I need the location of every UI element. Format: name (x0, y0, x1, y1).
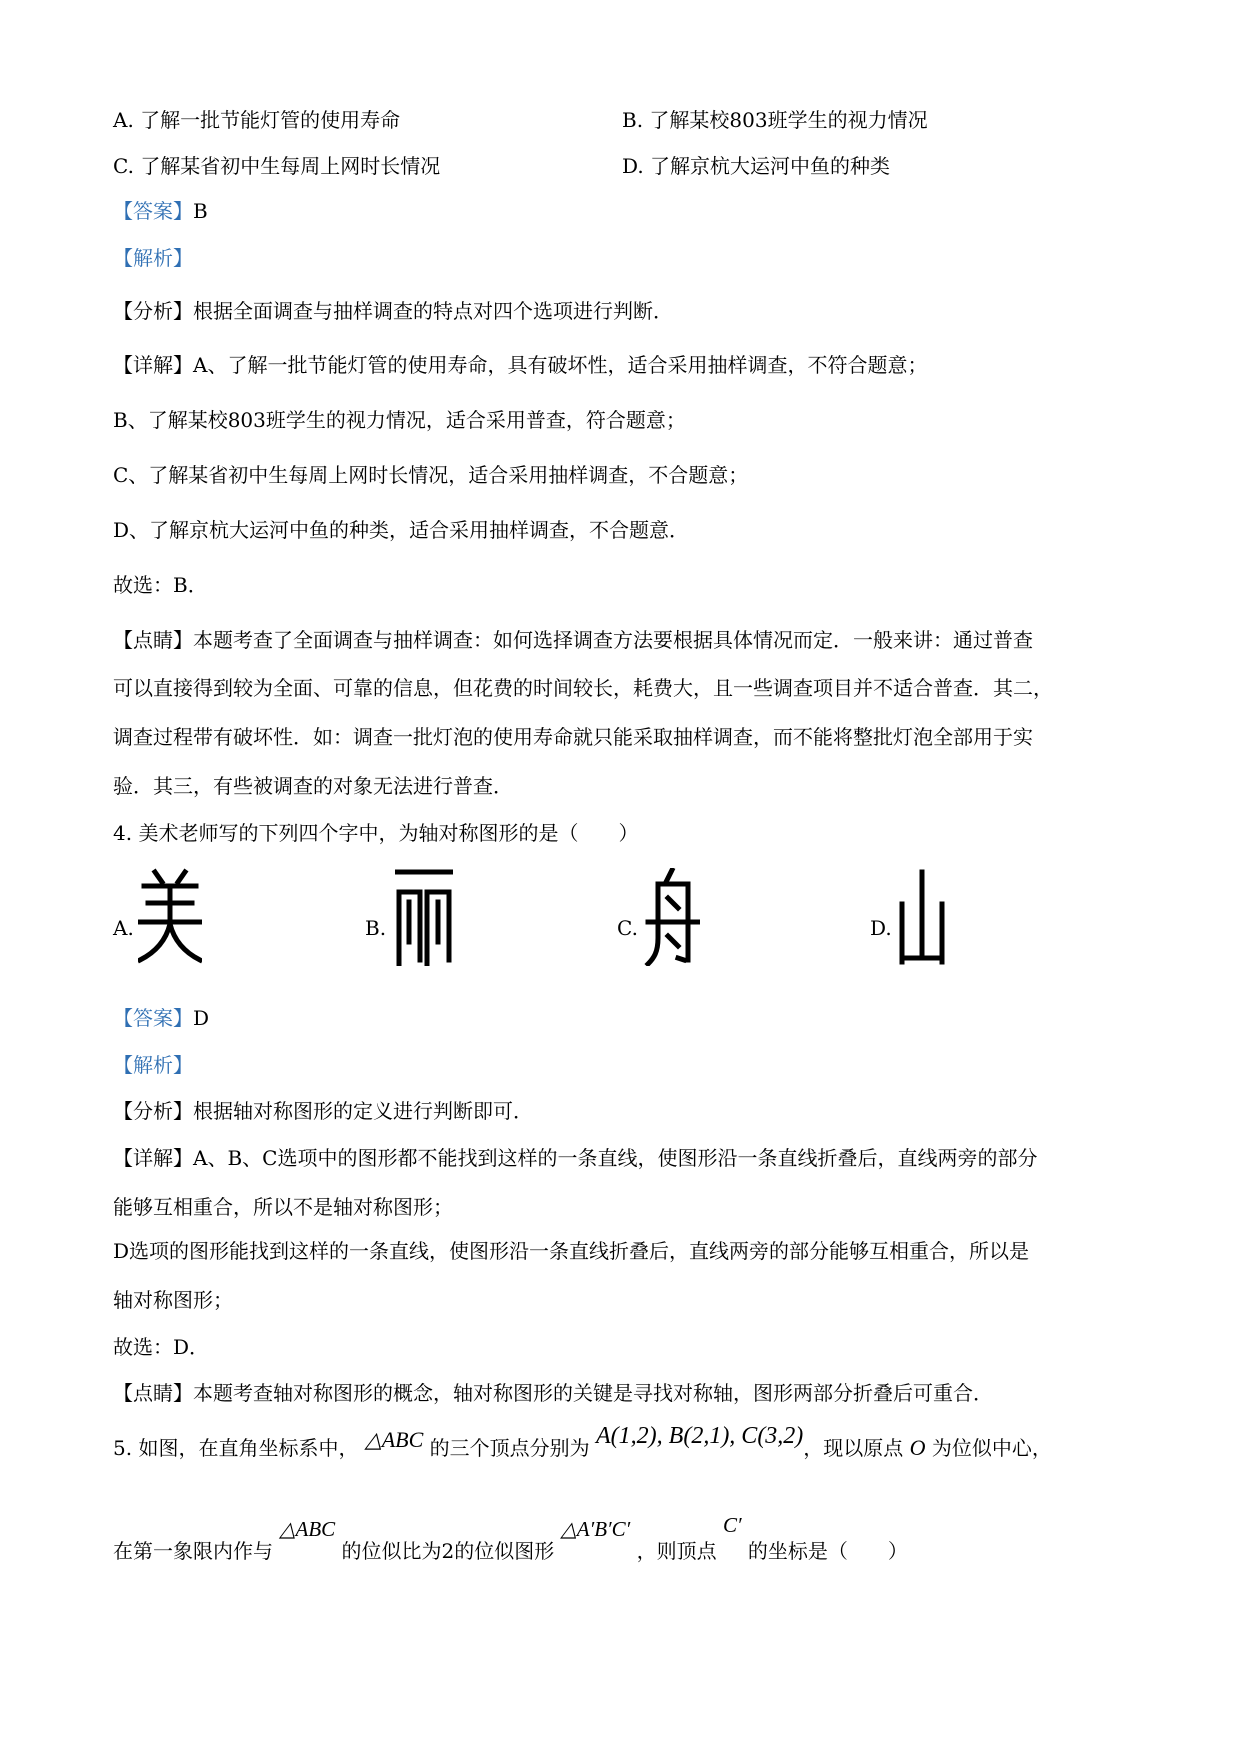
q5-text: 在第一象限内作与 (113, 1539, 273, 1563)
q4-glyph-zhou (644, 868, 700, 966)
option-text: 了解一批节能灯管的使用寿命 (140, 108, 401, 132)
q5-line-1 (113, 1423, 1052, 1460)
dianjing-tag: 【点睛】 (113, 628, 193, 652)
xiangjie-text: A、B、C选项中的图形都不能找到这样的一条直线，使图形沿一条直线折叠后，直线两旁的部分 (193, 1146, 1038, 1170)
answer-tag: 【答案】 (113, 1006, 193, 1030)
q3-option-c (113, 156, 440, 176)
triangle-a-prime-b-prime-c-prime: △A′B′C′ (560, 1517, 631, 1541)
q3-xiangjie-line-2: B、了解某校803班学生的视力情况，适合采用普查，符合题意； (113, 408, 686, 432)
fenxi-tag: 【分析】 (113, 299, 193, 323)
q4-glyph-li (395, 868, 453, 966)
answer-tag: 【答案】 (113, 199, 193, 223)
q4-option-b-label: B. (365, 916, 387, 940)
dianjing-text: 本题考查了全面调查与抽样调查：如何选择调查方法要根据具体情况而定．一般来讲：通过普查 (193, 628, 1033, 652)
xiangjie-tag: 【详解】 (113, 353, 193, 377)
vertex-c-prime: C′ (722, 1513, 742, 1537)
fenxi-text: 根据轴对称图形的定义进行判断即可． (193, 1099, 533, 1123)
q5-text: ，现以原点 (803, 1436, 904, 1460)
option-label: B. (622, 108, 644, 132)
q4-dianjing (113, 1383, 993, 1403)
q3-dianjing-line-3: 调查过程带有破坏性．如：调查一批灯泡的使用寿命就只能采取抽样调查，而不能将整批灯泡全部用于实 (113, 725, 1033, 749)
q3-fenxi (113, 301, 673, 321)
vertex-coordinates: A(1,2), B(2,1), C(3,2) (596, 1423, 804, 1449)
q4-xiangjie-line-1 (113, 1148, 1037, 1168)
q4-option-c-label: C. (617, 916, 638, 940)
q3-xiangjie-line-3: C、了解某省初中生每周上网时长情况，适合采用抽样调查，不合题意； (113, 463, 749, 487)
q4-guxuan: 故选：D． (113, 1335, 210, 1359)
q5-text: 的三个顶点分别为 (429, 1436, 590, 1460)
option-label: C. (113, 154, 134, 178)
option-text: 了解京杭大运河中鱼的种类 (650, 154, 891, 178)
q3-dianjing-line-1 (113, 630, 1033, 650)
q3-dianjing-line-2: 可以直接得到较为全面、可靠的信息，但花费的时间较长，耗费大，且一些调查项目并不适合普查．其二， (113, 676, 1053, 700)
q4-option-a-label: A. (113, 916, 134, 940)
q3-guxuan: 故选：B． (113, 573, 208, 597)
q3-dianjing-line-4: 验．其三，有些被调查的对象无法进行普查． (113, 774, 513, 798)
origin-point: O (909, 1435, 926, 1460)
q3-option-a (113, 110, 400, 130)
xiangjie-tag: 【详解】 (113, 1146, 193, 1170)
q4-jiexi-tag: 【解析】 (113, 1053, 193, 1077)
triangle-abc: △ABC (279, 1517, 336, 1541)
option-label: A. (113, 108, 134, 132)
fenxi-text: 根据全面调查与抽样调查的特点对四个选项进行判断． (193, 299, 673, 323)
xiangjie-text: A、了解一批节能灯管的使用寿命，具有破坏性，适合采用抽样调查，不符合题意； (193, 353, 928, 377)
q4-xiangjie-line-3: D选项的图形能找到这样的一条直线，使图形沿一条直线折叠后，直线两旁的部分能够互相重合，所以是 (113, 1239, 1030, 1263)
q4-xiangjie-line-2: 能够互相重合，所以不是轴对称图形； (113, 1195, 453, 1219)
q3-xiangjie-line-1 (113, 355, 927, 375)
q4-option-d-label: D. (870, 916, 892, 940)
q4-stem: 4. 美术老师写的下列四个字中，为轴对称图形的是（ ） (113, 821, 639, 845)
q4-answer (113, 1008, 209, 1028)
dianjing-tag: 【点睛】 (113, 1381, 193, 1405)
q5-text: 5. 如图，在直角坐标系中， (113, 1436, 359, 1460)
q3-xiangjie-line-4: D、了解京杭大运河中鱼的种类，适合采用抽样调查，不合题意． (113, 518, 690, 542)
q3-jiexi-tag: 【解析】 (113, 246, 193, 270)
q4-glyph-mei (138, 868, 202, 964)
q4-xiangjie-line-4: 轴对称图形； (113, 1288, 233, 1312)
q5-text: ，则顶点 (636, 1539, 717, 1563)
option-label: D. (622, 154, 644, 178)
option-text: 了解某省初中生每周上网时长情况 (140, 154, 441, 178)
answer-value: D (193, 1006, 210, 1030)
q4-fenxi (113, 1101, 533, 1121)
q5-text: 的坐标是（ ） (747, 1539, 908, 1563)
q5-line-2 (113, 1513, 908, 1563)
triangle-abc: △ABC (364, 1427, 424, 1452)
q3-option-b (622, 110, 928, 130)
fenxi-tag: 【分析】 (113, 1099, 193, 1123)
dianjing-text: 本题考查轴对称图形的概念，轴对称图形的关键是寻找对称轴，图形两部分折叠后可重合． (193, 1381, 993, 1405)
q5-text: 的位似比为2的位似图形 (341, 1539, 555, 1563)
q3-option-d (622, 156, 890, 176)
q5-text: 为位似中心， (931, 1436, 1052, 1460)
q4-glyph-shan (898, 868, 946, 966)
option-text: 了解某校803班学生的视力情况 (649, 108, 928, 132)
answer-value: B (193, 199, 208, 223)
q3-answer (113, 201, 208, 221)
